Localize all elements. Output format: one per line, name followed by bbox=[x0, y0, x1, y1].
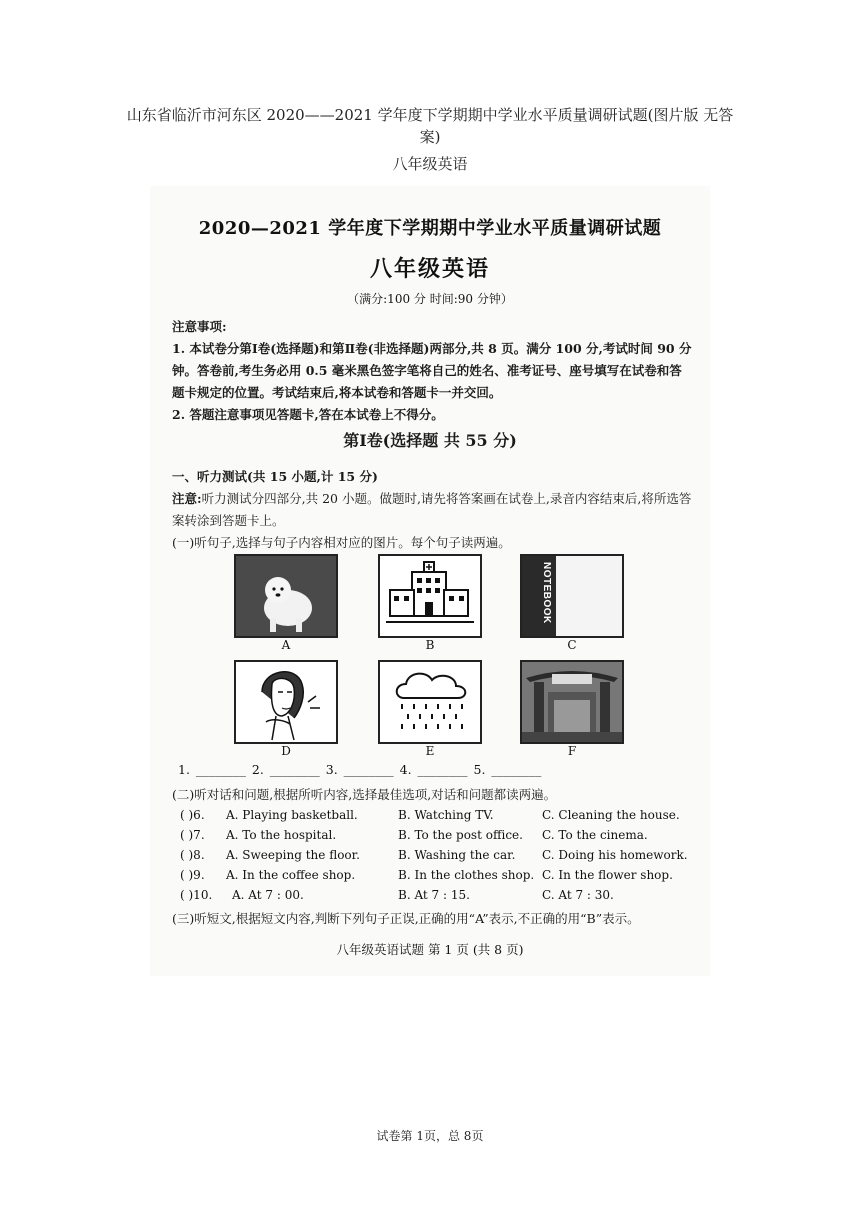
notebook-cover-text: NOTEBOOK bbox=[541, 562, 552, 624]
picture-label-c: C bbox=[567, 638, 577, 652]
sub-section-1: (一)听句子,选择与句子内容相对应的图片。每个句子读两遍。 bbox=[172, 535, 511, 550]
picture-label-d: D bbox=[281, 744, 291, 758]
exam-title: 2020—2021 学年度下学期期中学业水平质量调研试题 bbox=[198, 218, 662, 239]
picture-label-a: A bbox=[281, 638, 291, 652]
question-row bbox=[180, 828, 710, 848]
picture-label-f: F bbox=[567, 744, 577, 758]
question-row bbox=[180, 848, 710, 868]
hospital-building-icon bbox=[378, 554, 482, 638]
page-footer: 试卷第 1页，总 8页 bbox=[376, 1129, 484, 1143]
question-number: ( )7. bbox=[180, 828, 205, 842]
answer-blanks: 1. ________ 2. ________ 3. ________ 4. ________ 5. ________ bbox=[178, 762, 542, 777]
option-c: C. Doing his homework. bbox=[542, 848, 688, 862]
document-subtitle: 八年级英语 bbox=[392, 155, 468, 173]
question-number: ( )10. bbox=[180, 888, 213, 902]
picture-label-b: B bbox=[425, 638, 435, 652]
scan-page-footer: 八年级英语试题 第 1 页 (共 8 页) bbox=[336, 942, 524, 957]
notebook-icon bbox=[520, 554, 624, 638]
sub-section-3: (三)听短文,根据短文内容,判断下列句子正误,正确的用“A”表示,不正确的用“B”表示。 bbox=[172, 911, 640, 926]
option-c: C. In the flower shop. bbox=[542, 868, 673, 882]
exam-score-time: （满分:100 分 时间:90 分钟） bbox=[347, 292, 513, 306]
option-a: A. To the hospital. bbox=[226, 828, 337, 842]
question-number: ( )6. bbox=[180, 808, 205, 822]
question-number: ( )8. bbox=[180, 848, 205, 862]
option-c: C. To the cinema. bbox=[542, 828, 648, 842]
option-c: C. At 7 : 30. bbox=[542, 888, 614, 902]
listening-note bbox=[172, 488, 694, 532]
document-title: 山东省临沂市河东区 2020——2021 学年度下学期期中学业水平质量调研试题(图片版 无答案) bbox=[126, 106, 734, 146]
sub-section-2: (二)听对话和问题,根据所听内容,选择最佳选项,对话和问题都读两遍。 bbox=[172, 787, 557, 802]
option-b: B. In the clothes shop. bbox=[398, 868, 535, 882]
option-b: B. At 7 : 15. bbox=[398, 888, 470, 902]
option-c: C. Cleaning the house. bbox=[542, 808, 680, 822]
note-text: 听力测试分四部分,共 20 小题。做题时,请先将答案画在试卷上,录音内容结束后,将所选答案转涂到答题卡上。 bbox=[172, 491, 692, 528]
option-b: B. Washing the car. bbox=[398, 848, 516, 862]
notice-title: 注意事项: bbox=[172, 319, 227, 334]
rain-cloud-icon bbox=[378, 660, 482, 744]
option-b: B. Watching TV. bbox=[398, 808, 494, 822]
question-number: ( )9. bbox=[180, 868, 205, 882]
dog-photo-icon bbox=[234, 554, 338, 638]
woman-sore-throat-icon bbox=[234, 660, 338, 744]
question-row bbox=[180, 888, 710, 908]
question-row bbox=[180, 808, 710, 828]
option-a: A. Sweeping the floor. bbox=[226, 848, 360, 862]
part-1-title: 第Ⅰ卷(选择题 共 55 分) bbox=[343, 431, 517, 450]
notice-item-1: 1. 本试卷分第Ⅰ卷(选择题)和第Ⅱ卷(非选择题)两部分,共 8 页。满分 100 分,考试时间 90 分钟。答卷前,考生务必用 0.5 毫米黑色签字笔将自己的姓名、准考证号、座号填写在试卷和答题卡规定的位置。考试结束后,将本试卷和答题卡一并交回。 bbox=[172, 341, 692, 400]
section-1-title: 一、听力测试(共 15 小题,计 15 分) bbox=[172, 469, 378, 484]
notice-item-2: 2. 答题注意事项见答题卡,答在本试卷上不得分。 bbox=[172, 407, 444, 422]
gate-photo-icon bbox=[520, 660, 624, 744]
picture-label-e: E bbox=[425, 744, 435, 758]
note-label: 注意: bbox=[172, 491, 202, 506]
scanned-exam-page bbox=[150, 186, 710, 976]
question-row bbox=[180, 868, 710, 888]
option-a: A. At 7 : 00. bbox=[232, 888, 304, 902]
option-b: B. To the post office. bbox=[398, 828, 523, 842]
option-a: A. Playing basketball. bbox=[226, 808, 358, 822]
option-a: A. In the coffee shop. bbox=[226, 868, 356, 882]
exam-subject: 八年级英语 bbox=[369, 256, 490, 282]
